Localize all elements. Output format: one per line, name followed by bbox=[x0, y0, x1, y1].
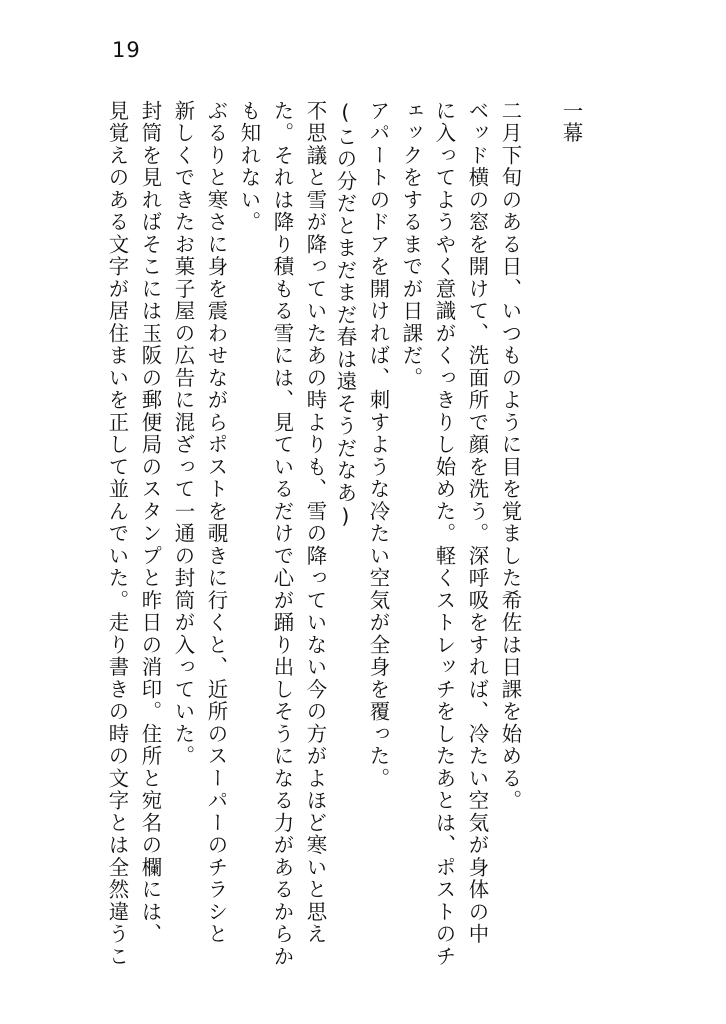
page-number: 19 bbox=[112, 38, 141, 62]
text-line: 新しくできたお菓子屋の広告に混ざって一通の封筒が入っていた。 bbox=[171, 100, 196, 768]
text-line: た。それは降り積もる雪には、見ているだけで心が踊り出しそうになる力があるからか bbox=[270, 100, 295, 968]
text-line: 不思議と雪が降っていたあの時よりも、雪の降っていない今の方がよほど寒いと思え bbox=[303, 100, 328, 946]
text-line: アパートのドアを開ければ、刺すような冷たい空気が全身を覆った。 bbox=[366, 100, 391, 790]
text-line: ぶるりと寒さに身を震わせながらポストを覗きに行くと、近所のスーパーのチラシと bbox=[204, 100, 229, 946]
text-line: も知れない。 bbox=[237, 100, 262, 234]
text-line: 封筒を見ればそこには玉阪の郵便局のスタンプと昨日の消印。住所と宛名の欄には、 bbox=[138, 100, 163, 946]
text-line: 見覚えのある文字が居住まいを正して並んでいた。走り書きの時の文字とは全然違うこ bbox=[105, 100, 130, 968]
text-line: (この分だとまだまだ春は遠そうだなあ) bbox=[333, 100, 358, 530]
text-line: に入ってようやく意識がくっきりし始めた。軽くストレッチをしたあとは、ポストのチ bbox=[432, 100, 457, 968]
text-line: 二月下旬のある日、いつものように目を覚ました希佐は日課を始める。 bbox=[498, 100, 523, 812]
text-line: ベッド横の窓を開けて、洗面所で顔を洗う。深呼吸をすれば、冷たい空気が身体の中 bbox=[465, 100, 490, 946]
text-line: ェックをするまでが日課だ。 bbox=[399, 100, 424, 390]
chapter-title: 一幕 bbox=[559, 100, 584, 145]
